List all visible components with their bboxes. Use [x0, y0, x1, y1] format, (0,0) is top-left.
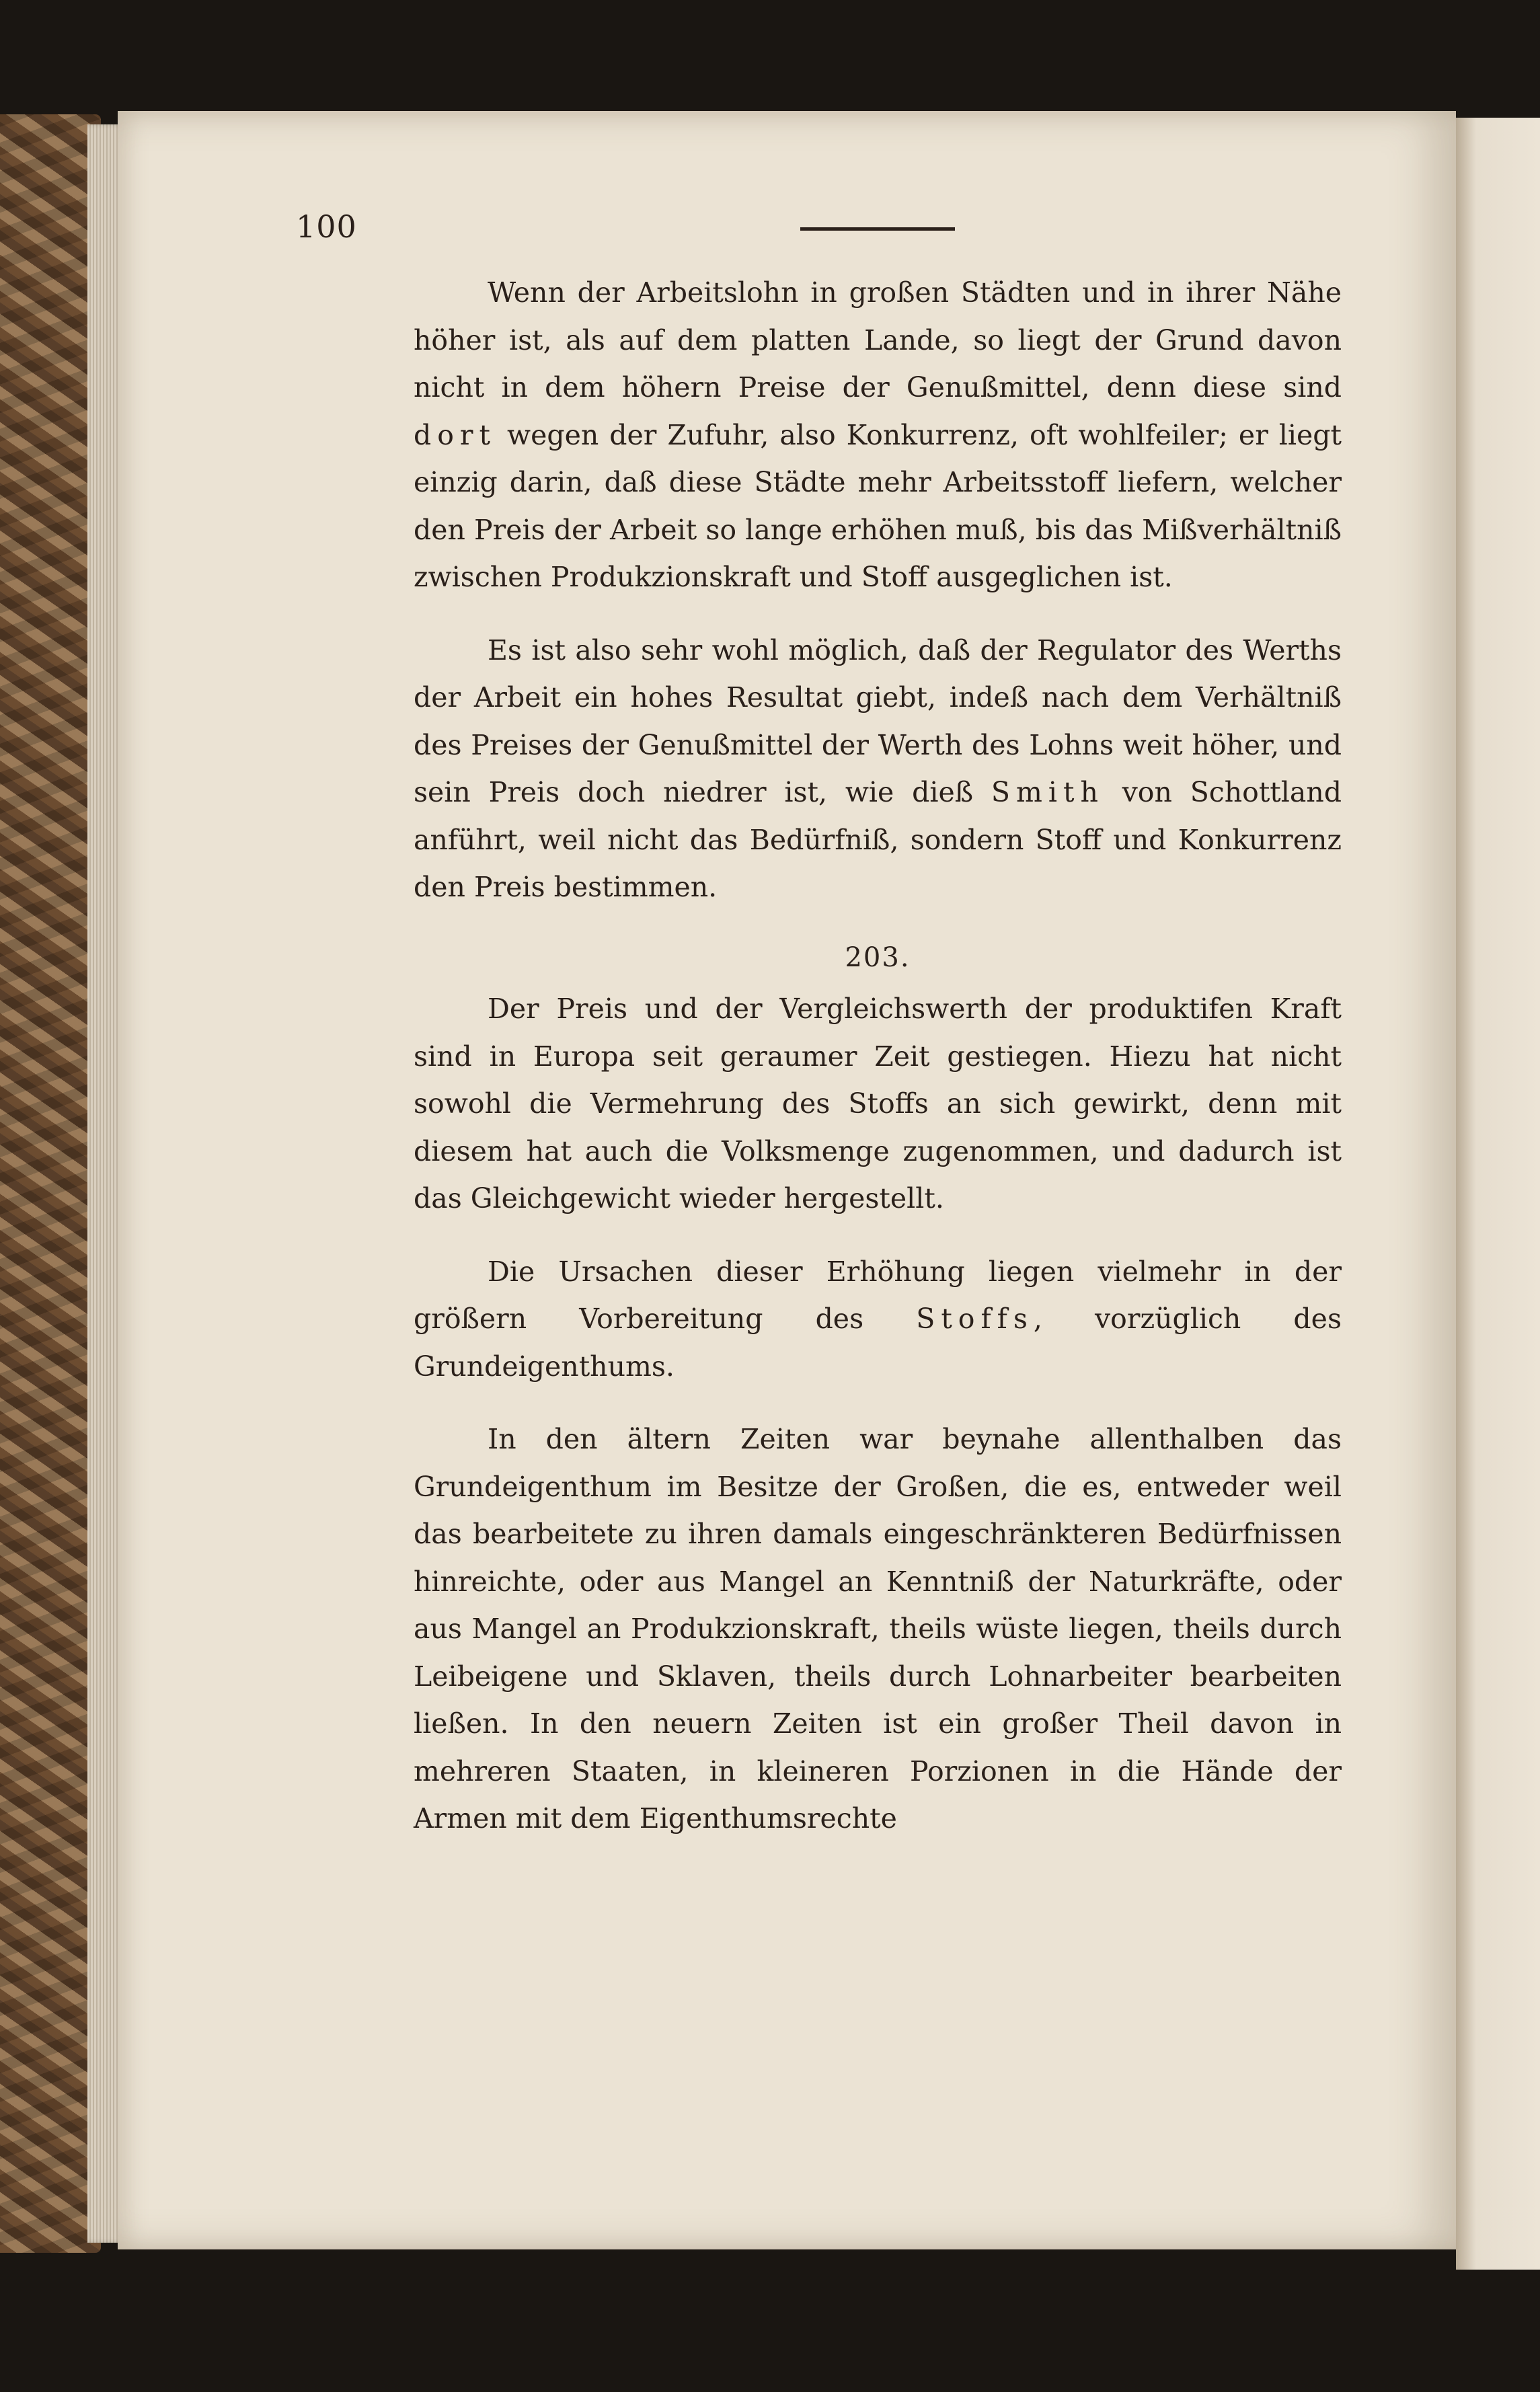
- paragraph: [414, 985, 1342, 1223]
- paragraph: [414, 1416, 1342, 1843]
- text-run: Der Preis und der Vergleichswerth der produktifen Kraft sind in Europa seit geraumer Zeit gestiegen. Hiezu hat nicht sowohl die Vermehrung des Stoffs an sich gewirkt, denn mit diesem hat auch die Volksmenge zugenommen, und dadurch ist das Gleichgewicht wieder hergestellt.: [414, 993, 1342, 1214]
- paragraph: [414, 269, 1342, 601]
- paragraph: [414, 1248, 1342, 1391]
- book-cover-marbled: [0, 114, 101, 2253]
- section-number: 203.: [845, 941, 911, 973]
- text-run: In den ältern Zeiten war beynahe allenthalben das Grundeigenthum im Besitze der Großen, die es, entweder weil das bearbeitete zu ihren damals eingeschränkteren Bedürfnissen hinreichte, oder aus Mangel an Kenntniß der Naturkräfte, oder aus Mangel an Produkzionskraft, theils wüste liegen, theils durch Leibeigene und Sklaven, theils durch Lohnarbeiter bearbeiten ließen. In den neuern Zeiten ist ein großer Theil davon in mehreren Staaten, in kleineren Porzionen in die Hände der Armen mit dem Eigenthumsrechte: [414, 1423, 1342, 1835]
- text-run: von Schottland anführt, weil nicht das Bedürfniß, sondern Stoff und Konkurrenz den Preis bestimmen.: [414, 776, 1342, 903]
- text-run: Die Ursachen dieser Erhöhung liegen vielmehr in der größern Vorbereitung des: [414, 1255, 1342, 1335]
- header-rule: [800, 227, 955, 231]
- page-number: 100: [296, 208, 357, 245]
- body-text: [414, 269, 1342, 1843]
- emphasized-word: Smith: [991, 776, 1104, 808]
- paragraphs-before-section: [414, 269, 1342, 911]
- emphasized-word: Stoffs: [916, 1303, 1034, 1335]
- text-run: wegen der Zufuhr, also Konkurrenz, oft wohlfeiler; er liegt einzig darin, daß diese Städte mehr Arbeitsstoff liefern, welcher den Preis der Arbeit so lange erhöhen muß, bis das Mißverhältniß zwischen Produkzionskraft und Stoff ausgeglichen ist.: [414, 418, 1342, 593]
- paragraphs-after-section: [414, 985, 1342, 1843]
- text-run: Wenn der Arbeitslohn in großen Städten und in ihrer Nähe höher ist, als auf dem platten Lande, so liegt der Grund davon nicht in dem höhern Preise der Genußmittel, denn diese sind: [414, 276, 1342, 403]
- facing-page-edge: [1456, 118, 1540, 2270]
- text-run: , vorzüglich des Grundeigenthums.: [414, 1303, 1342, 1383]
- paragraph: [414, 627, 1342, 911]
- emphasized-word: dort: [414, 418, 497, 451]
- text-run: Es ist also sehr wohl möglich, daß der Regulator des Werths der Arbeit ein hohes Resultat giebt, indeß nach dem Verhältniß des Preises der Genußmittel der Werth des Lohns weit höher, und sein Preis doch niedrer ist, wie dieß: [414, 633, 1342, 808]
- page-header: [296, 188, 1345, 256]
